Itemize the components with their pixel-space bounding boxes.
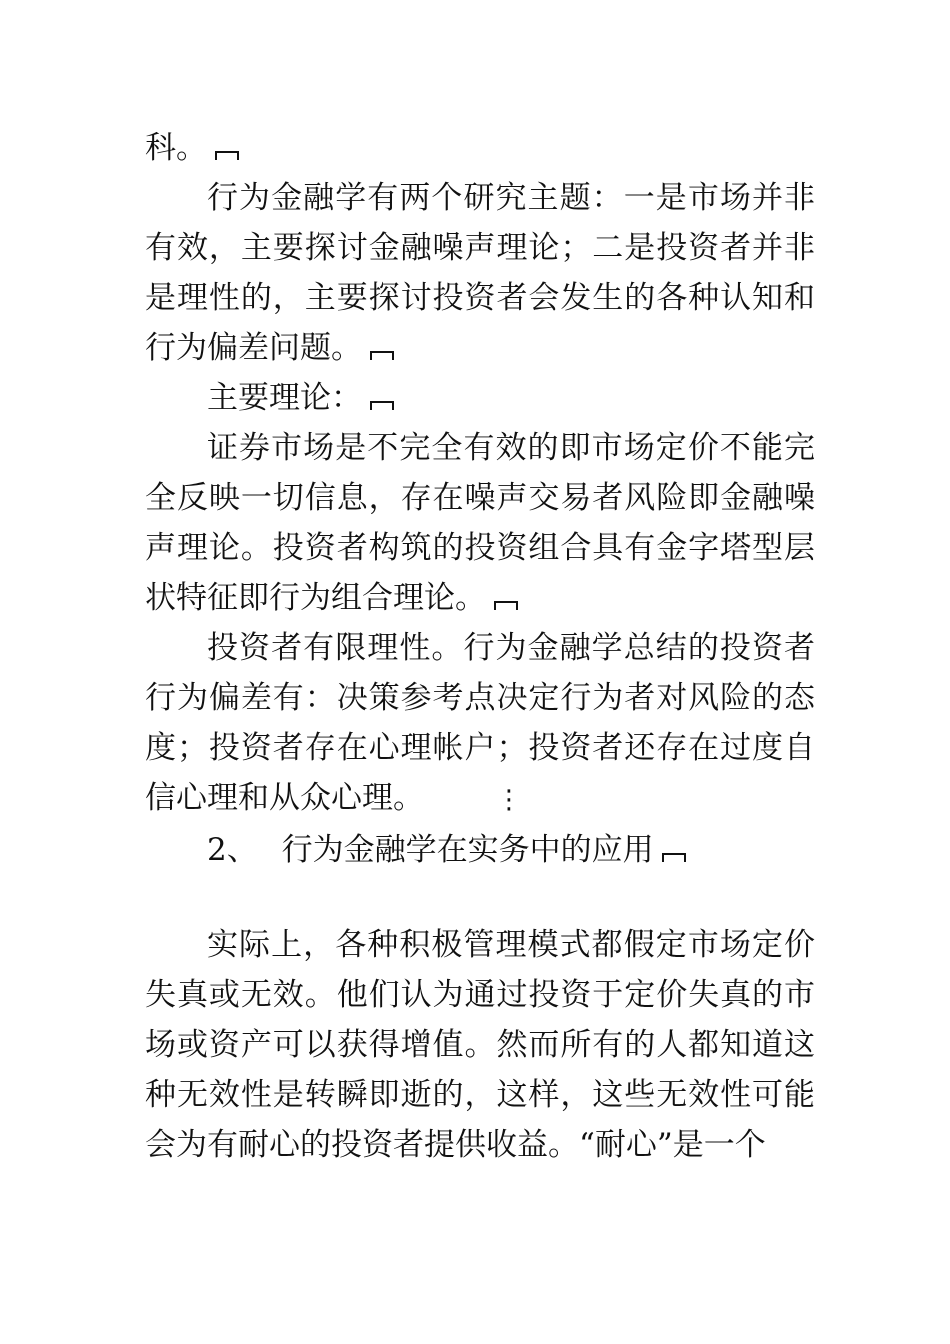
bracket-mark-icon: [370, 351, 394, 360]
bracket-mark-icon: [215, 151, 239, 160]
paragraph-bounded-rationality: [145, 623, 815, 825]
bracket-mark-icon: [662, 853, 686, 862]
paragraph-active-management: [145, 920, 815, 1170]
document-page: [145, 123, 815, 1170]
paragraph-text: 证券市场是不完全有效的即市场定价不能完全反映一切信息，存在噪声交易者风险即金融噪声理论。投资者构筑的投资组合具有金字塔型层状特征即行为组合理论。: [145, 430, 815, 616]
paragraph-main-theory-label: [145, 373, 815, 423]
bracket-mark-icon: [370, 401, 394, 410]
paragraph-text: 投资者有限理性。行为金融学总结的投资者行为偏差有：决策参考点决定行为者对风险的态度；投资者存在心理帐户；投资者还存在过度自信心理和从众心理。: [145, 630, 815, 816]
paragraph-market-efficiency: [145, 423, 815, 623]
paragraph-text: 科。: [145, 130, 207, 166]
paragraph-text: 实际上，各种积极管理模式都假定市场定价失真或无效。他们认为通过投资于定价失真的市场或资产可以获得增值。然而所有的人都知道这种无效性是转瞬即逝的，这样，这些无效性可能会为有耐心的投资者提供收益。“耐心”是一个: [145, 927, 815, 1163]
paragraph-text: 主要理论：: [207, 380, 362, 416]
paragraph-text: 行为金融学有两个研究主题：一是市场并非有效，主要探讨金融噪声理论；二是投资者并非是理性的，主要探讨投资者会发生的各种认知和行为偏差问题。: [145, 180, 815, 366]
section-number: 2、: [207, 832, 258, 868]
section-title: 行为金融学在实务中的应用: [281, 832, 654, 868]
vertical-ellipsis-icon: ⋮: [496, 785, 522, 815]
paragraph-research-topics: [145, 173, 815, 373]
bracket-mark-icon: [494, 601, 518, 610]
section-heading: [145, 825, 815, 875]
paragraph-continuation: [145, 123, 815, 173]
